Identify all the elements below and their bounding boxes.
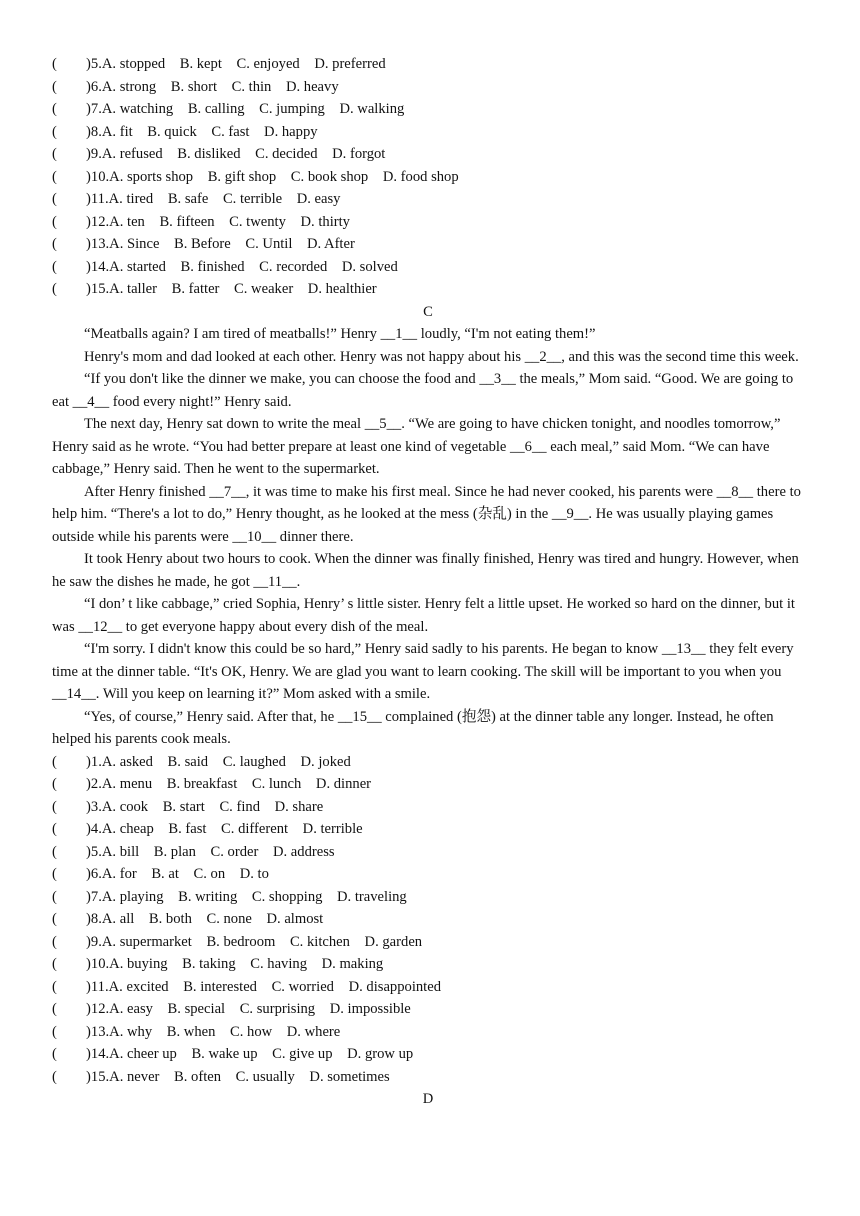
question-row [52,796,804,819]
answer-option[interactable]: A. cook [101,798,149,815]
question-row [52,953,804,976]
answer-option[interactable]: B. taking [182,956,236,972]
answer-blank[interactable]: ( ) [52,866,91,882]
answer-option[interactable]: B. both [148,911,192,927]
answer-option[interactable]: D. dinner [315,776,372,792]
answer-option[interactable]: C. different [221,821,289,837]
answer-blank[interactable]: ( ) [52,78,91,95]
section-d-heading: D [422,1091,434,1107]
answer-option[interactable]: D. After [307,236,355,252]
question-number: 11. [90,978,109,995]
answer-option[interactable]: A. easy [109,1001,153,1017]
answer-blank[interactable]: ( ) [52,753,91,770]
passage-paragraph: “Yes, of course,” Henry said. After that, he __15__ complained (抱怨) at the dinner table any longer. Instead, he often helped his parents cook meals. [52,708,774,747]
question-number: 2. [90,776,102,792]
question-number: 7. [90,101,102,117]
answer-option[interactable]: A. taller [109,281,157,297]
answer-option[interactable]: A. ten [109,213,145,230]
question-number: 8. [90,123,102,140]
answer-option[interactable]: D. heavy [285,78,339,95]
answer-blank[interactable]: ( ) [52,843,91,860]
answer-option[interactable]: A. watching [101,101,174,117]
answer-option[interactable]: D. food shop [382,168,459,185]
answer-option[interactable]: D. solved [341,258,398,275]
question-row [52,256,804,279]
passage-paragraph: “I don’ t like cabbage,” cried Sophia, Henry’ s little sister. Henry felt a little upset. He worked so hard on the dinner, but it was __12__ to get everyone happy about every dish of the meal. [52,596,795,635]
passage-paragraph: Henry's mom and dad looked at each other. Henry was not happy about his __2__, and this was the second time this week. [84,348,799,365]
question-number: 12. [90,1001,110,1017]
answer-option[interactable]: B. gift shop [207,168,277,185]
answer-option[interactable]: B. special [167,1001,226,1017]
answer-option[interactable]: B. Before [174,236,231,252]
answer-option[interactable]: D. terrible [302,821,363,837]
answer-option[interactable]: B. often [174,1068,222,1085]
answer-blank[interactable]: ( ) [52,281,91,297]
answer-option[interactable]: D. traveling [337,888,407,905]
answer-option[interactable]: A. asked [101,753,153,770]
answer-option[interactable]: B. fifteen [159,213,215,230]
answer-option[interactable]: B. at [151,866,179,882]
answer-blank[interactable]: ( ) [52,236,91,252]
answer-option[interactable]: D. making [321,956,384,972]
answer-option[interactable]: A. fit [101,123,133,140]
passage-paragraph: It took Henry about two hours to cook. When the dinner was finally finished, Henry was tired and hungry. However, when he saw the dishes he made, he got __11__. [52,551,799,590]
answer-option[interactable]: A. never [109,1068,160,1085]
question-row [52,121,804,144]
question-number: 14. [90,1046,110,1062]
answer-blank[interactable]: ( ) [52,956,91,972]
answer-option[interactable]: B. when [166,1023,216,1040]
question-number: 6. [90,866,102,882]
answer-option[interactable]: C. thin [231,78,272,95]
answer-option[interactable]: D. address [272,843,335,860]
answer-blank[interactable]: ( ) [52,798,91,815]
answer-blank[interactable]: ( ) [52,933,91,950]
answer-option[interactable]: B. start [162,798,205,815]
answer-blank[interactable]: ( ) [52,888,91,905]
question-number: 13. [90,1023,110,1040]
question-number: 15. [90,281,110,297]
answer-option[interactable]: A. supermarket [101,933,192,950]
answer-option[interactable]: D. garden [364,933,423,950]
question-row [52,166,804,189]
answer-option[interactable]: D. thirty [300,213,350,230]
passage-paragraph: “I'm sorry. I didn't know this could be so hard,” Henry said sadly to his parents. He began to know __13__ they felt every time at the dinner table. “It's OK, Henry. We are glad you want to learn cooking. The skill will be important to you when you __14__. Will you keep on learning it?” Mom asked with a smile. [52,641,794,702]
answer-option[interactable]: C. none [206,911,252,927]
answer-option[interactable]: A. all [101,911,135,927]
answer-option[interactable]: A. cheap [101,821,154,837]
answer-option[interactable]: C. order [210,843,259,860]
answer-option[interactable]: C. how [230,1023,273,1040]
answer-option[interactable]: C. shopping [251,888,323,905]
answer-option[interactable]: D. share [274,798,324,815]
answer-option[interactable]: D. happy [264,123,318,140]
question-number: 13. [90,236,110,252]
question-row [52,931,804,954]
section-c-questions [52,751,804,1089]
answer-blank[interactable]: ( ) [52,1068,91,1085]
answer-option[interactable]: C. usually [235,1068,295,1085]
answer-option[interactable]: A. excited [108,978,169,995]
answer-option[interactable]: C. jumping [259,101,325,117]
answer-option[interactable]: B. wake up [191,1046,258,1062]
answer-option[interactable]: A. playing [101,888,164,905]
section-c-passage [52,323,804,751]
answer-option[interactable]: C. find [219,798,260,815]
answer-blank[interactable]: ( ) [52,1023,91,1040]
question-row [52,76,804,99]
answer-option[interactable]: B. kept [179,56,222,72]
answer-option[interactable]: B. plan [153,843,196,860]
question-number: 4. [90,821,102,837]
answer-option[interactable]: B. calling [187,101,245,117]
answer-blank[interactable]: ( ) [52,101,91,117]
question-row [52,773,804,796]
answer-option[interactable]: D. easy [296,191,341,207]
answer-option[interactable]: B. breakfast [166,776,238,792]
question-number: 14. [90,258,110,275]
answer-option[interactable]: C. fast [211,123,250,140]
answer-blank[interactable]: ( ) [52,978,91,995]
question-row [52,908,804,931]
question-row [52,976,804,999]
answer-option[interactable]: D. joked [300,753,351,770]
answer-blank[interactable]: ( ) [52,56,91,72]
passage-paragraph: The next day, Henry sat down to write the meal __5__. “We are going to have chicken tonight, and noodles tomorrow,” Henry said as he wrote. “You had better prepare at least one kind of vegetable __6__ each meal,” said Mom. “We can have cabbage,” Henry said. Then he went to the supermarket. [52,416,781,477]
question-number: 6. [90,78,102,95]
answer-option[interactable]: C. having [250,956,308,972]
answer-option[interactable]: C. book shop [290,168,369,185]
answer-option[interactable]: C. kitchen [289,933,350,950]
question-row [52,886,804,909]
answer-blank[interactable]: ( ) [52,213,91,230]
answer-option[interactable]: C. on [193,866,226,882]
answer-blank[interactable]: ( ) [52,1046,91,1062]
answer-option[interactable]: B. fatter [171,281,220,297]
answer-option[interactable]: A. refused [101,146,163,162]
answer-option[interactable]: C. terrible [222,191,283,207]
question-row [52,233,804,256]
question-number: 3. [90,798,102,815]
answer-blank[interactable]: ( ) [52,821,91,837]
answer-blank[interactable]: ( ) [52,191,91,207]
question-number: 10. [90,956,110,972]
passage-paragraph: After Henry finished __7__, it was time to make his first meal. Since he had never cooked, his parents were __8__ there to help him. “There's a lot to do,” Henry thought, as he looked at the mess (杂乱) in the __9__. He was usually playing games outside while his parents were __10__ dinner there. [52,483,801,545]
question-row [52,751,804,774]
answer-option[interactable]: D. impossible [329,1001,411,1017]
answer-option[interactable]: A. cheer up [109,1046,177,1062]
answer-option[interactable]: D. preferred [314,56,386,72]
answer-option[interactable]: B. short [170,78,218,95]
question-number: 5. [90,56,102,72]
question-row [52,143,804,166]
answer-option[interactable]: D. almost [266,911,324,927]
section-c-heading: C [423,303,433,320]
answer-option[interactable]: C. laughed [222,753,286,770]
answer-option[interactable]: D. disappointed [348,978,441,995]
answer-option[interactable]: B. quick [147,123,197,140]
question-row [52,818,804,841]
question-row [52,53,804,76]
answer-option[interactable]: C. lunch [251,776,302,792]
answer-option[interactable]: A. sports shop [109,168,194,185]
answer-option[interactable]: B. bedroom [206,933,276,950]
answer-option[interactable]: D. sometimes [309,1068,390,1085]
answer-option[interactable]: B. writing [178,888,238,905]
answer-option[interactable]: A. Since [109,236,160,252]
answer-option[interactable]: C. recorded [259,258,328,275]
answer-option[interactable]: A. stopped [101,56,166,72]
question-row [52,863,804,886]
answer-option[interactable]: A. strong [101,78,157,95]
answer-blank[interactable]: ( ) [52,1001,91,1017]
answer-blank[interactable]: ( ) [52,168,91,185]
question-number: 1. [90,753,102,770]
answer-option[interactable]: D. where [286,1023,341,1040]
answer-option[interactable]: D. to [239,866,269,882]
question-row [52,98,804,121]
document-page [52,53,804,1111]
question-row [52,1021,804,1044]
answer-blank[interactable]: ( ) [52,776,91,792]
answer-option[interactable]: C. weaker [234,281,294,297]
answer-option[interactable]: C. worried [271,978,334,995]
passage-paragraph: “Meatballs again? I am tired of meatballs!” Henry __1__ loudly, “I'm not eating them!” [84,326,596,342]
answer-option[interactable]: B. safe [167,191,209,207]
section-b-questions [52,53,804,301]
question-number: 9. [90,146,102,162]
question-row [52,211,804,234]
question-row [52,1043,804,1066]
answer-option[interactable]: A. tired [108,191,154,207]
answer-option[interactable]: B. said [167,753,209,770]
answer-option[interactable]: B. interested [183,978,257,995]
question-number: 10. [90,168,110,185]
question-number: 12. [90,213,110,230]
answer-option[interactable]: D. healthier [307,281,377,297]
answer-blank[interactable]: ( ) [52,146,91,162]
question-row [52,841,804,864]
answer-blank[interactable]: ( ) [52,911,91,927]
answer-option[interactable]: C. Until [245,236,293,252]
answer-option[interactable]: B. finished [180,258,245,275]
question-number: 8. [90,911,102,927]
question-row [52,998,804,1021]
answer-option[interactable]: A. bill [101,843,140,860]
question-row [52,188,804,211]
answer-option[interactable]: A. started [109,258,166,275]
question-number: 7. [90,888,102,905]
question-row [52,1066,804,1089]
question-number: 5. [90,843,102,860]
answer-option[interactable]: C. enjoyed [236,56,300,72]
question-number: 15. [90,1068,110,1085]
answer-option[interactable]: A. buying [109,956,168,972]
answer-option[interactable]: A. for [101,866,137,882]
answer-blank[interactable]: ( ) [52,123,91,140]
answer-option[interactable]: A. why [109,1023,153,1040]
answer-option[interactable]: D. walking [339,101,405,117]
question-row [52,278,804,301]
answer-option[interactable]: B. disliked [177,146,241,162]
question-number: 9. [90,933,102,950]
question-number: 11. [90,191,109,207]
answer-option[interactable]: D. grow up [347,1046,414,1062]
answer-option[interactable]: B. fast [168,821,207,837]
answer-option[interactable]: A. menu [101,776,153,792]
passage-paragraph: “If you don't like the dinner we make, you can choose the food and __3__ the meals,” Mom said. “Good. We are going to eat __4__ food every night!” Henry said. [52,371,794,410]
answer-blank[interactable]: ( ) [52,258,91,275]
answer-option[interactable]: C. surprising [239,1001,316,1017]
answer-option[interactable]: D. forgot [332,146,386,162]
answer-option[interactable]: C. give up [272,1046,333,1062]
answer-option[interactable]: C. decided [255,146,318,162]
answer-option[interactable]: C. twenty [229,213,286,230]
